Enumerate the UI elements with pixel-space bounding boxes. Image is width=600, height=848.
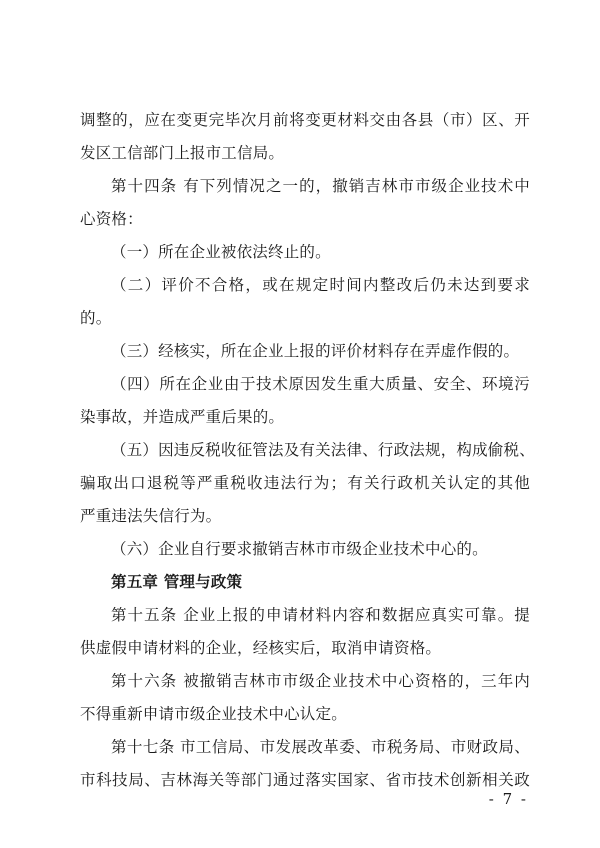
paragraph-line: 骗取出口退税等严重税收违法行为；有关行政机关认定的其他 [80,474,530,492]
list-item-3: （三）经核实，所在企业上报的评价材料存在弄虚作假的。 [111,342,520,360]
paragraph-line: 调整的，应在变更完毕次月前将变更材料交由各县（市）区、开 [80,111,530,129]
paragraph-line: 市科技局、吉林海关等部门通过落实国家、省市技术创新相关政 [80,771,530,789]
list-item-2: （二）评价不合格，或在规定时间内整改后仍未达到要求 [111,276,530,294]
chapter-heading: 第五章 管理与政策 [111,573,243,591]
paragraph-line: 供虚假申请材料的企业，经核实后，取消申请资格。 [80,639,442,657]
paragraph-line: 的。 [80,309,112,327]
article-15-line: 第十五条 企业上报的申请材料内容和数据应真实可靠。提 [111,606,530,624]
document-body [80,110,535,803]
paragraph-line: 发区工信部门上报市工信局。 [80,144,285,162]
list-item-1: （一）所在企业被依法终止的。 [111,243,331,261]
paragraph-line: 染事故，并造成严重后果的。 [80,408,285,426]
article-14-line: 第十四条 有下列情况之一的，撤销吉林市市级企业技术中 [111,177,530,195]
page-number: - 7 - [488,790,528,808]
article-16-line: 第十六条 被撤销吉林市市级企业技术中心资格的，三年内 [111,672,530,690]
list-item-6: （六）企业自行要求撤销吉林市市级企业技术中心的。 [111,540,488,558]
paragraph-line: 不得重新申请市级企业技术中心认定。 [80,705,347,723]
list-item-5: （五）因违反税收征管法及有关法律、行政法规，构成偷税、 [111,441,535,459]
list-item-4: （四）所在企业由于技术原因发生重大质量、安全、环境污 [111,375,530,393]
paragraph-line: 心资格： [80,210,143,228]
paragraph-line: 严重违法失信行为。 [80,507,222,525]
article-17-line: 第十七条 市工信局、市发展改革委、市税务局、市财政局、 [111,738,530,756]
